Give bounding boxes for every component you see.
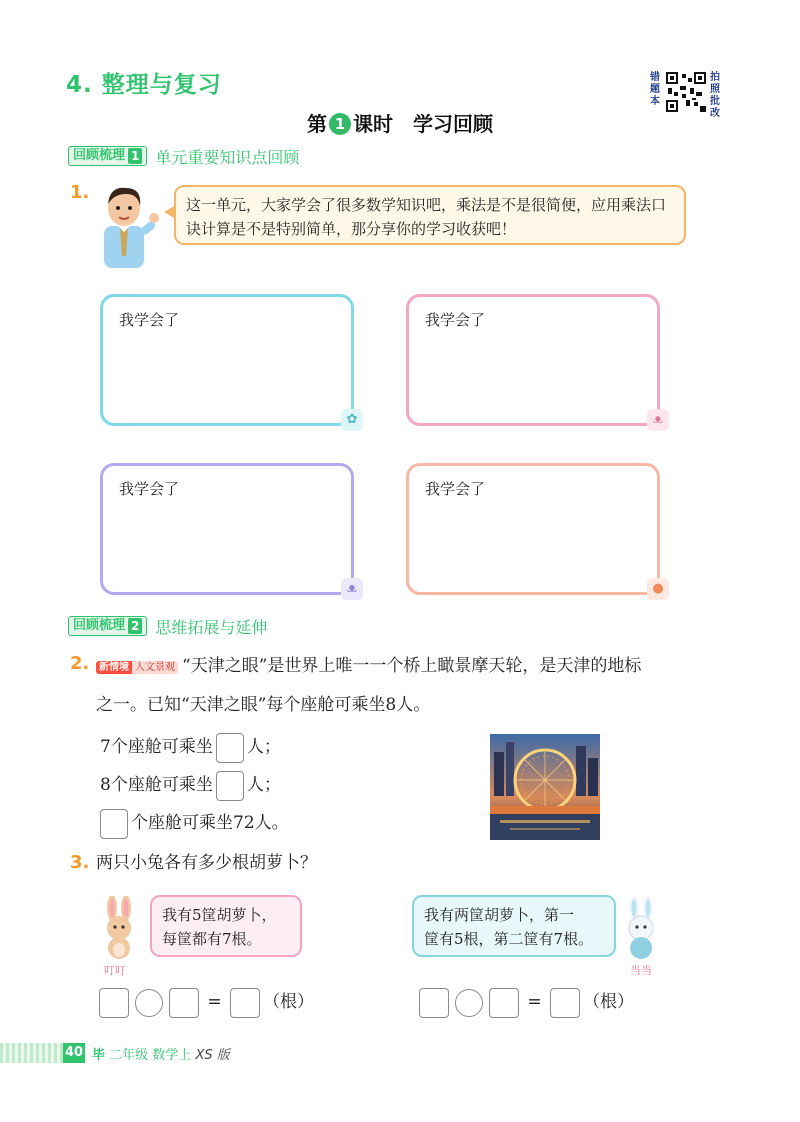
page-number: 40	[63, 1043, 85, 1063]
section-2-title: 思维拓展与延伸	[155, 617, 268, 637]
footer-brand: 毕	[92, 1048, 106, 1063]
section-2-header	[68, 616, 267, 636]
dangdang-line-2: 筐有5根，第二筐有7根。	[424, 930, 594, 948]
answer-box[interactable]	[419, 988, 449, 1018]
footer-text	[92, 1044, 230, 1063]
answer-box[interactable]	[216, 733, 244, 763]
dingding-speech-bubble	[150, 895, 302, 957]
dangdang-speech-bubble	[412, 895, 616, 957]
chapter-title: 4. 整理与复习	[66, 72, 222, 98]
q2-line-a	[100, 730, 281, 764]
note-card-1[interactable]	[100, 294, 358, 427]
operator-circle[interactable]	[455, 989, 483, 1017]
dingding-line-2: 每筐都有7根。	[162, 930, 262, 948]
answer-box[interactable]	[489, 988, 519, 1018]
note-card-label: 我学会了	[119, 480, 180, 498]
rabbit-dingding-name: 叮叮	[104, 964, 126, 977]
rabbit-dingding-icon	[98, 896, 142, 960]
note-card-4[interactable]	[406, 463, 664, 596]
note-card-3[interactable]	[100, 463, 357, 596]
q2-line-c	[97, 806, 289, 840]
teacher-icon	[90, 180, 162, 268]
answer-box[interactable]	[99, 988, 129, 1018]
answer-box[interactable]	[169, 988, 199, 1018]
section-2-number: 2	[128, 618, 142, 634]
note-card-label: 我学会了	[425, 311, 486, 329]
dingding-line-1: 我有5筐胡萝卜，	[162, 906, 277, 924]
question-2-line-1: “天津之眼”是世界上唯一一个桥上瞰景摩天轮，是天津的地标	[182, 656, 642, 676]
rabbit-dangdang-icon	[620, 896, 664, 960]
section-1-badge-label: 回顾梳理	[73, 148, 126, 163]
new-tag-label: 新情境	[96, 661, 132, 674]
section-1-number: 1	[128, 148, 142, 164]
teacher-speech-bubble: 这一单元，大家学会了很多数学知识吧，乘法是不是很简便，应用乘法口诀计算是不是特别简单，那分享你的学习收获吧！	[174, 185, 686, 245]
operator-circle[interactable]	[135, 989, 163, 1017]
flower-icon: ✿	[341, 409, 363, 431]
question-2-line-2: 之一。已知“天津之眼”每个座舱可乘坐8人。	[96, 695, 431, 715]
tag-type-label: 人文景观	[132, 661, 178, 674]
answer-box[interactable]	[100, 809, 128, 839]
note-card-2[interactable]	[406, 294, 663, 427]
rabbit-dangdang-name: 当当	[630, 964, 652, 977]
question-3-text: 两只小兔各有多少根胡萝卜？	[96, 853, 317, 873]
section-1-header	[68, 146, 299, 166]
lesson-prefix: 第	[307, 112, 327, 136]
unit-label: （根）	[263, 992, 315, 1012]
answer-box[interactable]	[230, 988, 260, 1018]
qr-code-icon[interactable]	[666, 72, 706, 112]
answer-box[interactable]	[550, 988, 580, 1018]
q2-line-a-pre: 7个座舱可乘坐	[100, 737, 213, 757]
answer-box[interactable]	[216, 771, 244, 801]
note-card-label: 我学会了	[425, 480, 486, 498]
section-1-title: 单元重要知识点回顾	[155, 147, 300, 167]
section-2-badge	[68, 616, 147, 636]
dangdang-line-1: 我有两筐胡萝卜，第一	[424, 906, 575, 924]
lesson-title	[0, 108, 800, 137]
section-2-badge-label: 回顾梳理	[73, 618, 126, 633]
question-3-number: 3.	[70, 852, 90, 873]
lesson-number: 1	[329, 113, 351, 135]
q2-line-b-pre: 8个座舱可乘坐	[100, 775, 213, 795]
footer-grade: 二年级 数学上	[109, 1048, 192, 1063]
peach-icon: ●	[647, 578, 669, 600]
qr-right-label: 拍照批改	[710, 72, 720, 119]
bunny-icon: ᴥ	[647, 409, 669, 431]
q2-line-b	[100, 768, 281, 802]
equation-right	[416, 985, 634, 1019]
question-2-text	[96, 648, 736, 685]
question-2-number: 2.	[70, 653, 90, 674]
qr-area	[650, 72, 722, 119]
q2-line-a-post: 人；	[246, 737, 281, 757]
question-1-number: 1.	[70, 182, 90, 203]
tianjin-eye-photo	[490, 734, 600, 840]
footer-version: XS 版	[195, 1048, 230, 1063]
note-card-label: 我学会了	[119, 311, 180, 329]
section-1-badge	[68, 146, 147, 166]
new-context-tag	[96, 648, 178, 685]
unit-label: （根）	[583, 992, 635, 1012]
bunny-icon: ᴥ	[341, 578, 363, 600]
equals-sign: =	[207, 992, 222, 1012]
qr-left-label: 错题本	[650, 72, 660, 107]
equals-sign: =	[527, 992, 542, 1012]
q2-line-b-post: 人；	[246, 775, 281, 795]
lesson-suffix: 课时 学习回顾	[353, 112, 493, 136]
q2-line-c-post: 个座舱可乘坐72人。	[131, 813, 289, 833]
equation-left	[96, 985, 314, 1019]
